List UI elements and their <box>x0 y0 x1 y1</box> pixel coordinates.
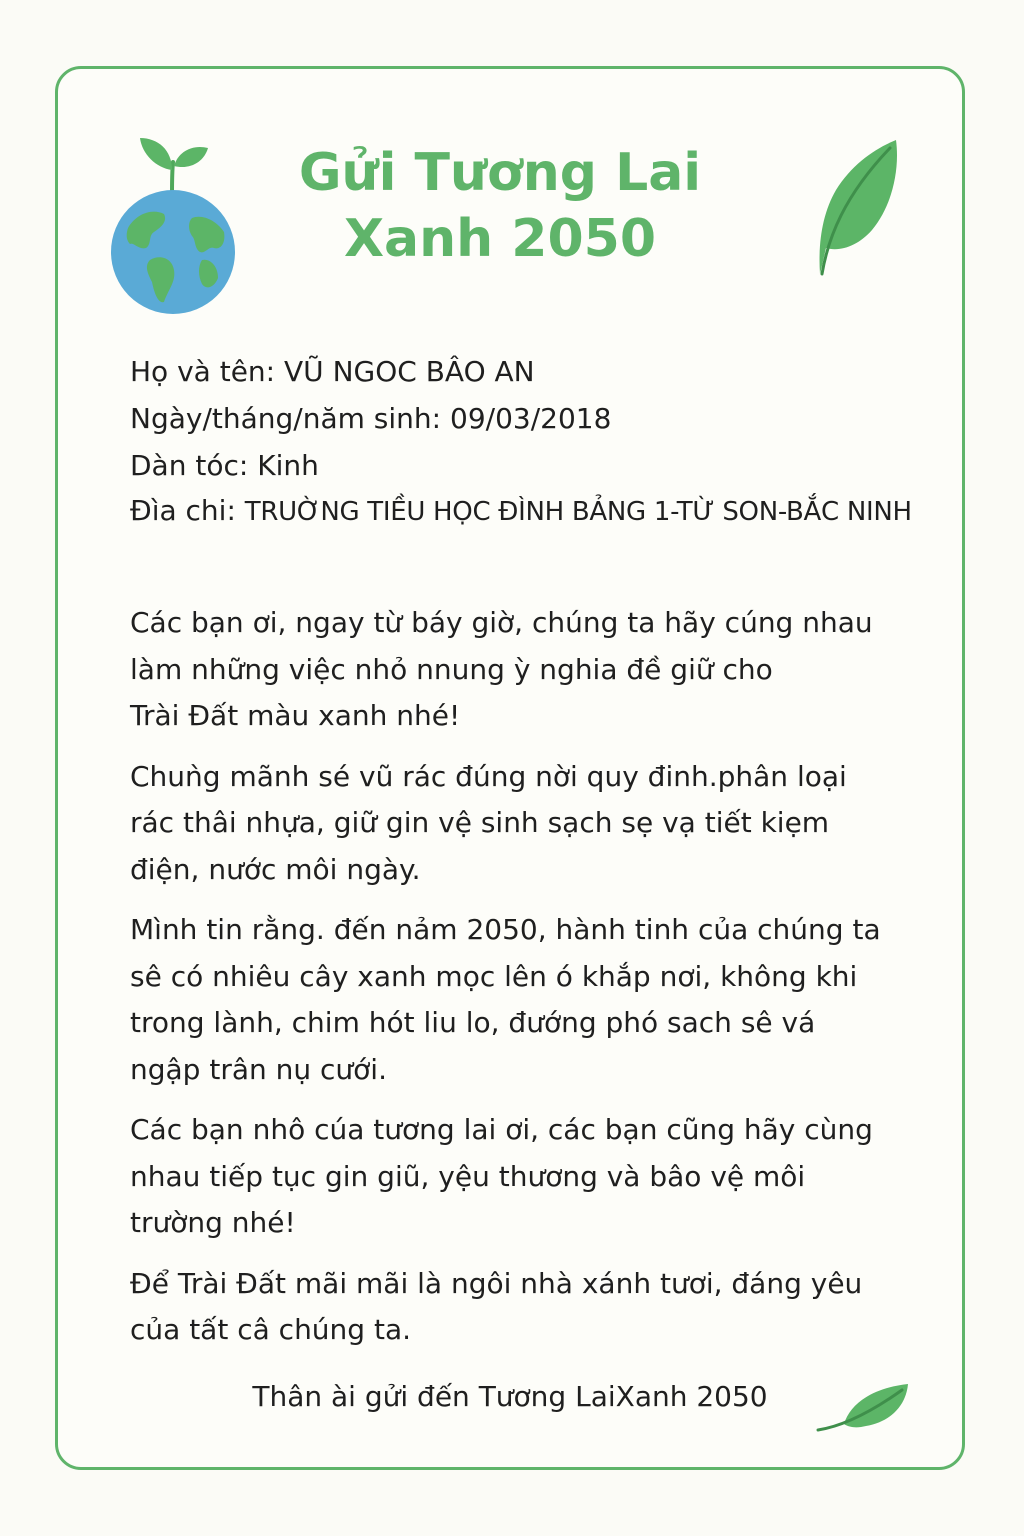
page-title <box>250 140 750 272</box>
title-line-2: Xanh 2050 <box>343 209 657 269</box>
address-label: Đìa chi: <box>130 494 236 527</box>
paragraph-4 <box>130 1107 940 1247</box>
paragraph-5 <box>130 1261 940 1354</box>
ethnicity-value: Kinh <box>257 449 319 482</box>
dob-label: Ngày/tháng/năm sinh: <box>130 402 442 435</box>
paragraph-2 <box>130 754 940 894</box>
name-value: VŨ NGOC BÂO AN <box>284 355 535 388</box>
paragraph-line: làm những việc nhỏ nnung ỳ nghia đề giữ cho <box>130 652 773 686</box>
name-label: Họ và tên: <box>130 355 276 388</box>
paragraph-line: ngập trân nụ cưới. <box>130 1052 387 1086</box>
paragraph-line: Mình tin rằng. đến nảm 2050, hành tinh của chúng ta <box>130 913 881 946</box>
paragraph-line: Trài Đất màu xanh nhé! <box>130 699 461 732</box>
leaf-icon <box>814 1378 914 1434</box>
closing-line: Thân ài gửi đến Tương LaiXanh 2050 <box>252 1380 768 1413</box>
paragraph-line: trường nhé! <box>130 1206 296 1239</box>
address-value: TRUỜNG TIỀU HỌC ĐÌNH BẢNG 1-TỪ SON-BẮC NINH <box>244 497 912 527</box>
paragraph-line: của tất câ chúng ta. <box>130 1313 412 1346</box>
paragraph-line: Các bạn nhô cúa tương lai ơi, các bạn cũng hãy cùng <box>130 1113 873 1146</box>
personal-info <box>130 348 930 534</box>
name-row <box>130 348 930 395</box>
paragraph-line: Chuǹg mãnh sé vũ rác đúng nời quy đinh.phân loại <box>130 759 847 793</box>
title-line-1: Gửi Tương Lai <box>298 143 702 203</box>
address-row <box>130 489 930 534</box>
earth-sprout-icon <box>106 132 240 318</box>
dob-row <box>130 395 930 442</box>
paragraph-line: điện, nước môi ngày. <box>130 852 421 886</box>
paragraph-line: nhau tiếp tục gin giũ, yệu thương và bâo vệ môi <box>130 1159 806 1193</box>
paragraph-line: rác thâi nhựa, giữ gin vệ sinh sạch sẹ vạ tiết kiẹm <box>130 806 830 839</box>
leaf-icon <box>806 134 902 278</box>
paragraph-line: Để Trài Đất mãi mãi là ngôi nhà xánh tươi, đáng yêu <box>130 1266 863 1300</box>
ethnicity-row <box>130 442 930 489</box>
paragraph-line: trong lành, chim hót liu lo, đướng phó sach sê vá <box>130 1006 816 1039</box>
paragraph-line: Các bạn ơi, ngay từ báy giờ, chúng ta hãy cúng nhau <box>130 606 873 639</box>
paragraph-3 <box>130 907 940 1093</box>
paragraph-line: sê có nhiêu cây xanh mọc lên ó khắp nơi, không khi <box>130 959 858 993</box>
paragraph-1 <box>130 600 940 740</box>
ethnicity-label: Dàn tóc: <box>130 449 249 482</box>
letter-body <box>130 600 940 1368</box>
dob-value: 09/03/2018 <box>450 402 612 435</box>
